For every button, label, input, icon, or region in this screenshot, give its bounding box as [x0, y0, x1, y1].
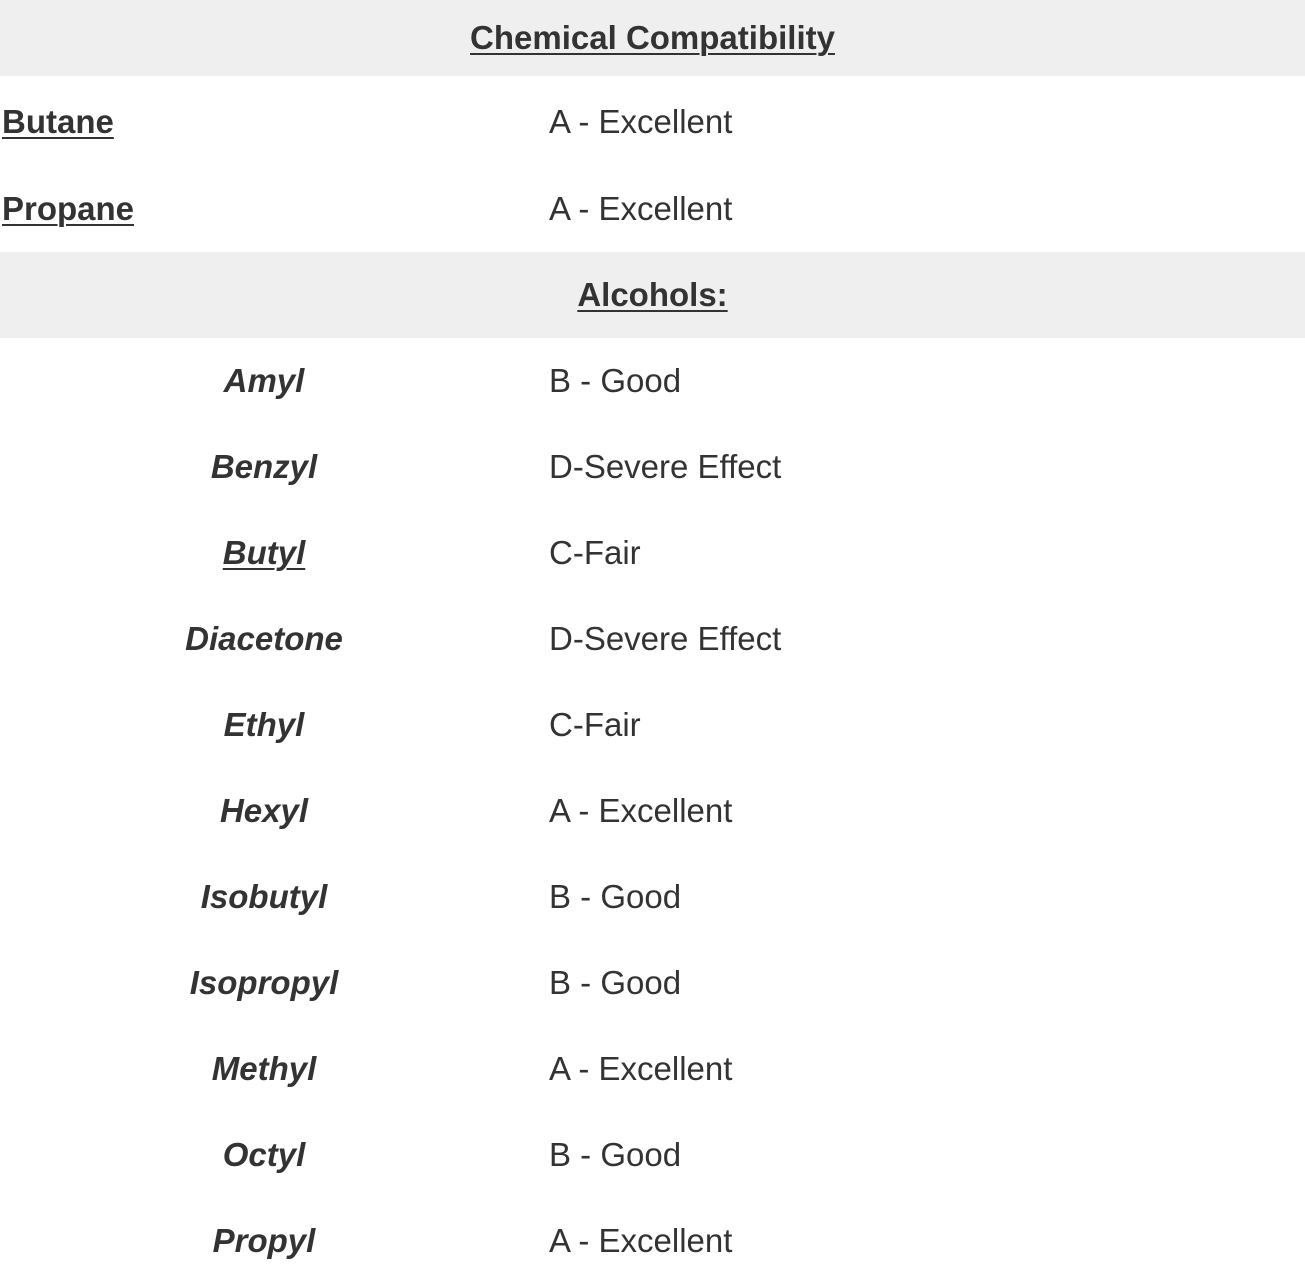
table-row — [0, 596, 1305, 682]
chemical-name: Isobutyl — [200, 878, 328, 915]
page-title[interactable]: Chemical Compatibility — [470, 19, 835, 56]
chemical-name: Amyl — [223, 362, 305, 399]
table-row — [0, 940, 1305, 1026]
table-row — [0, 338, 1305, 424]
rating-value: A - Excellent — [549, 792, 733, 829]
table-row — [0, 1026, 1305, 1112]
table-row — [0, 854, 1305, 940]
table-row — [0, 165, 1305, 252]
gas-rows — [0, 78, 1305, 252]
table-row — [0, 1198, 1305, 1270]
rating-value: B - Good — [549, 362, 682, 399]
chemical-link[interactable]: Butane — [2, 102, 114, 140]
chemical-name: Diacetone — [185, 620, 343, 657]
rating-value: D-Severe Effect — [549, 448, 782, 485]
title-band — [0, 0, 1305, 76]
rating-value: A - Excellent — [549, 1222, 733, 1259]
table-row — [0, 682, 1305, 768]
rating-value: A - Excellent — [549, 1050, 733, 1087]
chemical-link[interactable]: Butyl — [222, 534, 306, 571]
table-row — [0, 768, 1305, 854]
chemical-name: Octyl — [222, 1136, 306, 1173]
chemical-name: Propyl — [212, 1222, 316, 1259]
rating-value: B - Good — [549, 878, 682, 915]
rating-value: C-Fair — [549, 534, 641, 571]
section-heading[interactable]: Alcohols: — [577, 276, 728, 313]
chemical-name: Hexyl — [219, 792, 309, 829]
rating-value: A - Excellent — [549, 189, 733, 227]
rating-value: B - Good — [549, 964, 682, 1001]
table-row — [0, 1112, 1305, 1198]
table-row — [0, 510, 1305, 596]
alcohol-rows — [0, 338, 1305, 1270]
chemical-name: Ethyl — [223, 706, 305, 743]
chemical-name: Benzyl — [210, 448, 318, 485]
rating-value: A - Excellent — [549, 102, 733, 140]
alcohols-band — [0, 252, 1305, 338]
chemical-name: Methyl — [211, 1050, 317, 1087]
table-row — [0, 424, 1305, 510]
rating-value: B - Good — [549, 1136, 682, 1173]
table-row — [0, 78, 1305, 165]
rating-value: D-Severe Effect — [549, 620, 782, 657]
chemical-name: Isopropyl — [189, 964, 339, 1001]
chemical-link[interactable]: Propane — [2, 189, 135, 227]
rating-value: C-Fair — [549, 706, 641, 743]
